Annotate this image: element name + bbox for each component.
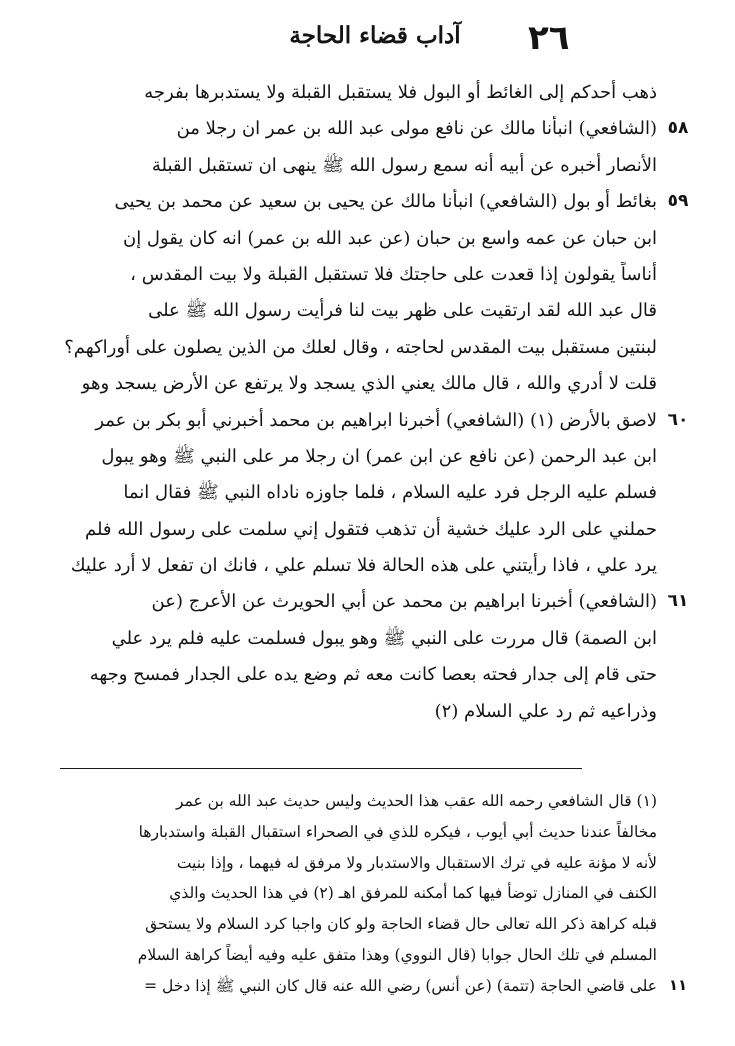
text-line xyxy=(55,258,695,294)
text-line xyxy=(55,622,695,658)
line-text: ذهب أحدكم إلى الغائط أو البول فلا يستقبل القبلة ولا يستدبرها بفرجه xyxy=(144,82,657,103)
text-line xyxy=(55,185,695,221)
line-text: وذراعيه ثم رد علي السلام (٢) xyxy=(434,700,657,722)
hadith-number: ٦١ xyxy=(667,591,689,612)
footnote-text: (١) قال الشافعي رحمه الله عقب هذا الحديث وليس حديث عبد الله بن عمر xyxy=(175,792,657,810)
footnote-text: مخالفاً عندنا حديث أبي أيوب ، فيكره للذي في الصحراء استقبال القبلة واستدبارها xyxy=(138,822,657,841)
page-number: ٢٦ xyxy=(528,18,570,58)
line-text: قال عبد الله لقد ارتقيت على ظهر بيت لنا فرأيت رسول الله ﷺ على xyxy=(148,300,657,322)
page-header xyxy=(60,14,680,64)
line-text: أناساً يقولون إذا قعدت على حاجتك فلا تستقبل القبلة ولا بيت المقدس ، xyxy=(130,263,657,285)
footnote-line xyxy=(55,786,695,817)
text-line xyxy=(55,367,695,403)
text-line xyxy=(55,658,695,694)
line-text: حتى قام إلى جدار فحته بعصا كانت معه ثم وضع يده على الجدار فمسح وجهه xyxy=(89,664,657,686)
line-text: لاصق بالأرض (١) (الشافعي) أخبرنا ابراهيم بن محمد أخبرني أبو بكر بن عمر xyxy=(95,409,657,431)
footnote-text: الكنف في المنازل توضأ فيها كما أمكنه للمرفق اهـ (٢) في هذا الحديث والذي xyxy=(169,884,657,903)
text-line xyxy=(55,585,695,621)
hadith-number: ٥٩ xyxy=(667,191,689,212)
footnote-line xyxy=(55,817,695,848)
hadith-number: ٦٠ xyxy=(667,409,689,430)
text-line xyxy=(55,404,695,440)
footnotes xyxy=(55,786,695,1002)
footnote-line xyxy=(55,848,695,879)
line-text: ابن عبد الرحمن (عن نافع عن ابن عمر) ان رجلا مر على النبي ﷺ وهو يبول xyxy=(101,445,657,467)
footnote-line xyxy=(55,878,695,909)
line-text: (الشافعي) انبأنا مالك عن نافع مولى عبد الله بن عمر ان رجلا من xyxy=(176,118,657,140)
line-text: ابن الصمة) قال مررت على النبي ﷺ وهو يبول فسلمت عليه فلم يرد علي xyxy=(111,627,657,649)
text-line xyxy=(55,549,695,585)
text-line xyxy=(55,695,695,731)
running-title: آداب قضاء الحاجة xyxy=(289,22,461,49)
line-text: فسلم عليه الرجل فرد عليه السلام ، فلما جاوزه ناداه النبي ﷺ فقال انما xyxy=(123,482,657,504)
text-line xyxy=(55,476,695,512)
footnote-number: ١١ xyxy=(668,975,688,994)
footnote-text: المسلم في تلك الحال جوابا (قال النووي) وهذا متفق عليه وفيه أيضاً كراهة السلام xyxy=(137,945,657,964)
footnote-text: على قاضي الحاجة (تتمة) (عن أنس) رضي الله عنه قال كان النبي ﷺ إذا دخل = xyxy=(144,976,657,995)
text-line xyxy=(55,149,695,185)
text-line xyxy=(55,112,695,148)
footnote-line xyxy=(55,971,695,1002)
line-text: يرد علي ، فاذا رأيتني على هذه الحالة فلا تسلم علي ، فانك ان تفعل لا أرد عليك xyxy=(70,555,657,577)
line-text: بغائط أو بول (الشافعي) انبأنا مالك عن يحيى بن سعيد عن محمد بن يحيى xyxy=(114,191,657,213)
line-text: الأنصار أخبره عن أبيه أنه سمع رسول الله ﷺ ينهى ان تستقبل القبلة xyxy=(151,154,657,176)
main-text xyxy=(55,76,695,731)
footnote-line xyxy=(55,940,695,971)
line-text: لبنتين مستقبل بيت المقدس لحاجته ، وقال لعلك من الذين يصلون على أوراكهم؟ xyxy=(64,336,657,358)
line-text: ابن حبان عن عمه واسع بن حبان (عن عبد الله بن عمر) انه كان يقول إن xyxy=(122,227,657,249)
text-line xyxy=(55,513,695,549)
line-text: قلت لا أدري والله ، قال مالك يعني الذي يسجد ولا يرتفع عن الأرض يسجد وهو xyxy=(81,373,657,395)
hadith-number: ٥٨ xyxy=(667,118,689,139)
line-text: حملني على الرد عليك خشية أن تذهب فتقول إني سلمت على رسول الله فلم xyxy=(84,518,657,540)
text-line xyxy=(55,331,695,367)
line-text: (الشافعي) أخبرنا ابراهيم بن محمد عن أبي الحويرث عن الأعرج (عن xyxy=(151,591,657,613)
footnote-divider xyxy=(60,768,582,769)
footnote-line xyxy=(55,909,695,940)
footnote-text: قبله كراهة ذكر الله تعالى حال قضاء الحاجة ولو كان واجبا كرد السلام ولا يستحق xyxy=(145,915,657,934)
text-line xyxy=(55,222,695,258)
text-line xyxy=(55,440,695,476)
text-line xyxy=(55,294,695,330)
footnote-text: لأنه لا مؤنة عليه في ترك الاستقبال والاستدبار ولا مرفق له فيهما ، وإذا بنيت xyxy=(176,853,657,872)
text-line xyxy=(55,76,695,112)
